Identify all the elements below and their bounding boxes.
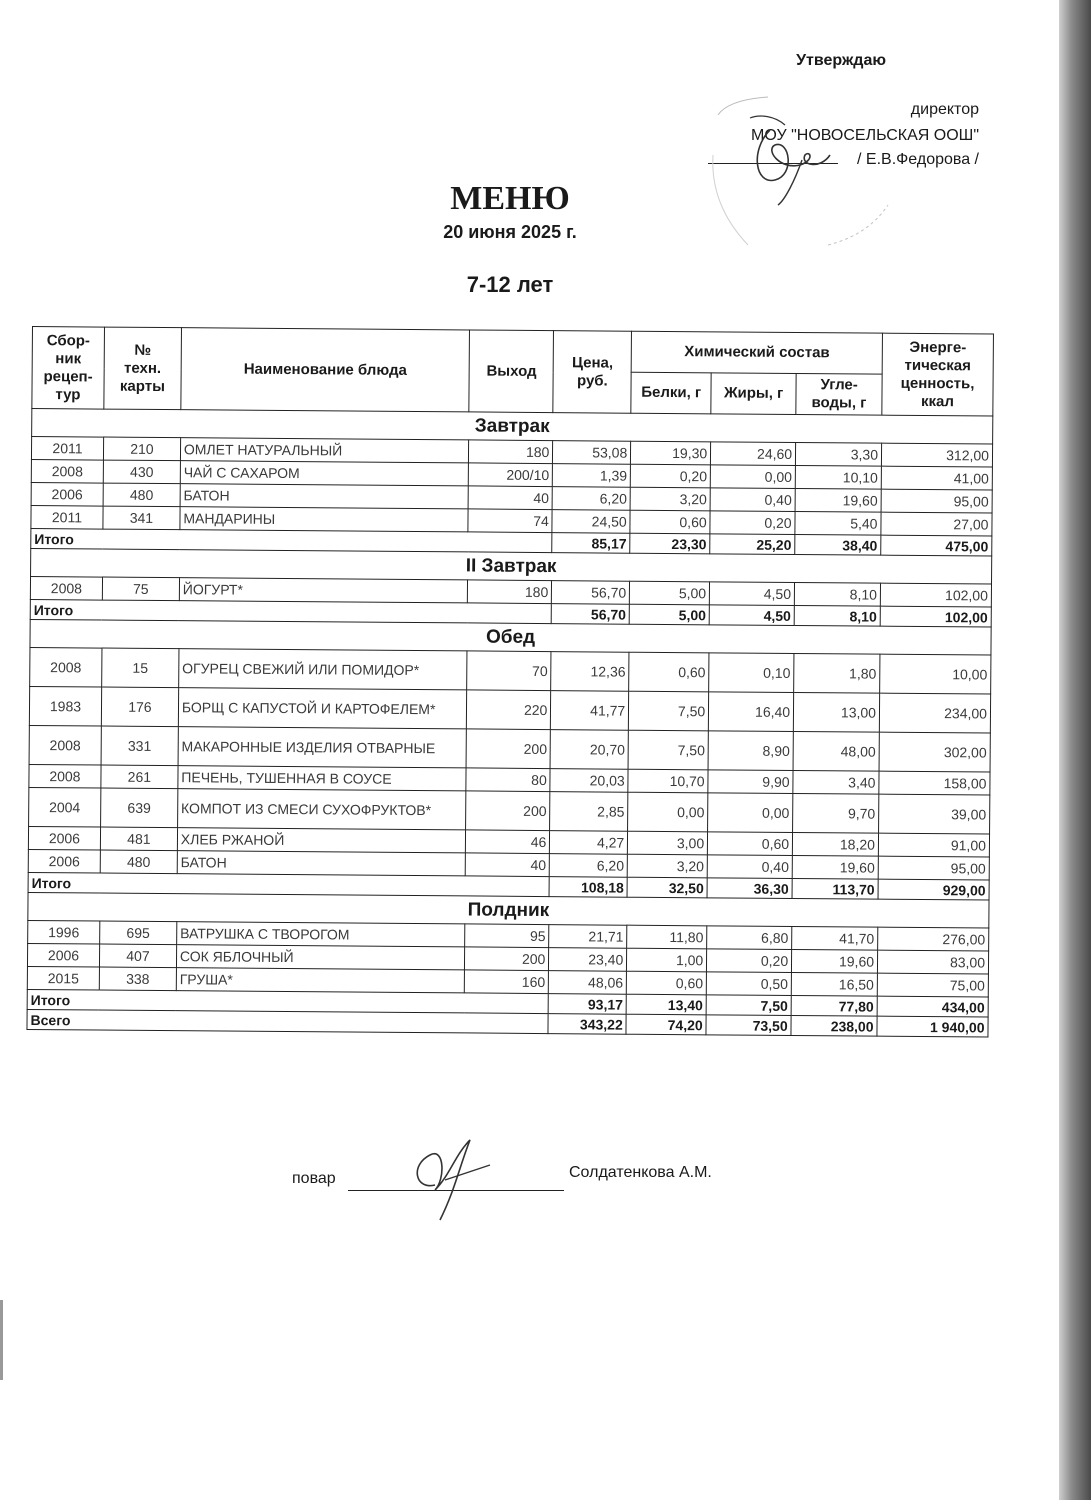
cell-energy: 276,00	[878, 927, 989, 951]
cell-fats: 0,00	[708, 793, 793, 833]
cook-position: повар	[292, 1170, 336, 1187]
approval-organization: МОУ "НОВОСЕЛЬСКАЯ ООШ"	[751, 127, 979, 144]
cell-name: ХЛЕБ РЖАНОЙ	[177, 828, 466, 853]
section-title: Обед	[30, 619, 991, 655]
cook-name: Солдатенкова А.М.	[569, 1164, 712, 1181]
approval-position: директор	[910, 101, 979, 118]
cell-proteins: 3,20	[627, 854, 707, 878]
cell-proteins: 0,60	[629, 652, 709, 692]
cell-proteins: 19,30	[631, 441, 711, 465]
cell-output: 74	[468, 509, 552, 533]
cell-price: 21,71	[549, 925, 627, 949]
cell-carbs: 10,10	[795, 466, 881, 490]
header-collection: Сбор- ник рецеп- тур	[32, 327, 105, 410]
section-total-proteins: 5,00	[629, 604, 709, 625]
cell-proteins: 0,60	[627, 971, 707, 995]
cell-name: КОМПОТ ИЗ СМЕСИ СУХОФРУКТОВ*	[177, 789, 466, 830]
cell-price: 48,06	[549, 971, 627, 995]
cell-name: БОРЩ С КАПУСТОЙ И КАРТОФЕЛЕМ*	[178, 688, 467, 729]
cell-fats: 16,40	[709, 692, 794, 732]
cell-output: 200	[465, 947, 549, 971]
section-total-label: Итого	[30, 599, 551, 623]
cell-collection: 2006	[28, 826, 100, 850]
cell-fats: 0,20	[707, 949, 792, 973]
cell-name: МАНДАРИНЫ	[180, 507, 469, 532]
cell-name: ЧАЙ С САХАРОМ	[180, 461, 469, 486]
cell-energy: 102,00	[880, 583, 991, 607]
cell-price: 20,70	[550, 730, 628, 770]
section-title: II Завтрак	[31, 548, 992, 584]
header-name: Наименование блюда	[181, 328, 470, 412]
cell-name: БАТОН	[180, 484, 469, 509]
header-chem: Химический состав	[631, 331, 882, 374]
cell-output: 46	[466, 830, 550, 854]
scan-mark	[0, 1300, 3, 1380]
cell-proteins: 1,00	[627, 948, 707, 972]
cell-collection: 1983	[29, 686, 101, 726]
cell-price: 23,40	[549, 948, 627, 972]
cell-price: 56,70	[552, 581, 630, 605]
cell-output: 40	[466, 853, 550, 877]
cell-price: 6,20	[552, 487, 630, 511]
age-group: 7-12 лет	[466, 272, 554, 297]
cell-carbs: 19,60	[795, 489, 881, 513]
section-total-label: Итого	[31, 528, 552, 552]
cell-collection: 2008	[31, 459, 103, 483]
cell-fats: 6,80	[707, 926, 792, 950]
cell-fats: 0,60	[708, 832, 793, 856]
grand-total-carbs: 238,00	[791, 1015, 877, 1036]
cell-carbs: 8,10	[794, 582, 880, 606]
cell-carbs: 18,20	[792, 832, 878, 856]
cell-output: 200/10	[469, 463, 553, 487]
section-total-fats: 7,50	[706, 995, 791, 1016]
cell-fats: 0,40	[707, 855, 792, 879]
grand-total-price: 343,22	[548, 1014, 626, 1035]
cell-card: 341	[103, 506, 180, 530]
cell-output: 220	[467, 690, 551, 730]
cell-proteins: 3,00	[628, 831, 708, 855]
cell-proteins: 11,80	[627, 925, 707, 949]
cell-fats: 4,50	[710, 582, 795, 606]
cell-output: 70	[467, 651, 551, 691]
grand-total-fats: 73,50	[706, 1015, 791, 1036]
section-total-proteins: 23,30	[630, 533, 710, 554]
cook-signature	[405, 1135, 495, 1225]
cell-collection: 2011	[31, 437, 103, 461]
cell-price: 53,08	[553, 441, 631, 465]
grand-total-energy: 1 940,00	[877, 1016, 988, 1037]
cell-proteins: 0,60	[630, 510, 710, 534]
cell-price: 41,77	[551, 691, 629, 731]
cell-card: 338	[99, 967, 176, 991]
cell-collection: 2008	[29, 764, 101, 788]
cell-price: 6,20	[550, 854, 628, 878]
header-proteins: Белки, г	[631, 372, 711, 414]
cell-card: 430	[103, 460, 180, 484]
cell-output: 95	[465, 924, 549, 948]
section-total-carbs: 38,40	[795, 534, 881, 555]
section-title: Полдник	[28, 892, 989, 928]
cell-fats: 0,00	[710, 465, 795, 489]
cell-card: 331	[101, 726, 178, 766]
cell-carbs: 9,70	[793, 793, 879, 833]
cell-card: 75	[102, 577, 179, 601]
cell-name: ОГУРЕЦ СВЕЖИЙ ИЛИ ПОМИДОР*	[179, 649, 468, 690]
cell-card: 261	[101, 765, 178, 789]
header-card: № техн. карты	[104, 327, 182, 410]
cell-carbs: 3,30	[796, 443, 882, 467]
cell-energy: 95,00	[881, 489, 992, 513]
cell-name: БАТОН	[177, 851, 466, 876]
cell-proteins: 7,50	[629, 691, 709, 731]
cell-collection: 2011	[31, 505, 103, 529]
cell-fats: 0,10	[709, 653, 794, 693]
cell-card: 481	[100, 827, 177, 851]
cell-collection: 2004	[29, 787, 101, 827]
section-total-fats: 36,30	[707, 878, 792, 899]
section-total-carbs: 8,10	[794, 605, 880, 626]
cell-name: ОМЛЕТ НАТУРАЛЬНЫЙ	[180, 438, 469, 463]
cell-output: 200	[466, 729, 550, 769]
header-fats: Жиры, г	[711, 373, 796, 415]
cell-name: ГРУША*	[176, 968, 465, 993]
section-total-fats: 25,20	[710, 534, 795, 555]
header-output: Выход	[469, 330, 554, 413]
cell-carbs: 19,60	[792, 855, 878, 879]
cell-collection: 2006	[28, 849, 100, 873]
cell-energy: 302,00	[879, 732, 990, 772]
cell-proteins: 5,00	[630, 581, 710, 605]
approval-signer: / Е.В.Федорова /	[857, 151, 979, 168]
approval-heading: Утверждаю	[796, 52, 886, 69]
section-total-price: 85,17	[552, 533, 630, 554]
grand-total-proteins: 74,20	[626, 1014, 706, 1035]
cell-carbs: 19,60	[792, 949, 878, 973]
cell-proteins: 7,50	[628, 730, 708, 770]
cell-collection: 2008	[30, 576, 102, 600]
cell-proteins: 0,00	[628, 792, 708, 832]
cell-energy: 95,00	[878, 856, 989, 880]
cell-fats: 9,90	[708, 770, 793, 794]
section-total-carbs: 113,70	[792, 878, 878, 899]
section-total-energy: 434,00	[877, 996, 988, 1017]
cell-energy: 41,00	[881, 466, 992, 490]
section-total-proteins: 13,40	[626, 994, 706, 1015]
cell-energy: 10,00	[880, 654, 991, 694]
cell-card: 210	[103, 437, 180, 461]
menu-date: 20 июня 2025 г.	[443, 222, 577, 242]
cell-proteins: 3,20	[630, 487, 710, 511]
cell-energy: 27,00	[881, 512, 992, 536]
cell-fats: 0,40	[710, 488, 795, 512]
cell-carbs: 3,40	[793, 770, 879, 794]
page-title: МЕНЮ	[450, 180, 570, 217]
cell-energy: 312,00	[881, 443, 992, 467]
cell-energy: 83,00	[877, 950, 988, 974]
cell-energy: 158,00	[879, 771, 990, 795]
cell-carbs: 16,50	[791, 972, 877, 996]
scan-edge-shadow	[1059, 0, 1091, 1500]
cell-name: СОК ЯБЛОЧНЫЙ	[176, 945, 465, 970]
cell-energy: 39,00	[879, 794, 990, 834]
cell-energy: 75,00	[877, 973, 988, 997]
section-total-energy: 929,00	[878, 879, 989, 900]
cell-output: 80	[466, 768, 550, 792]
cell-collection: 2015	[27, 966, 99, 990]
menu-body	[27, 409, 993, 1038]
cell-price: 20,03	[550, 769, 628, 793]
cell-output: 200	[466, 791, 550, 831]
section-total-energy: 102,00	[880, 606, 991, 627]
section-title: Завтрак	[32, 409, 993, 445]
section-total-fats: 4,50	[709, 605, 794, 626]
cell-name: ВАТРУШКА С ТВОРОГОМ	[177, 922, 466, 947]
cell-carbs: 41,70	[792, 926, 878, 950]
cell-carbs: 48,00	[793, 731, 879, 771]
section-total-price: 93,17	[548, 994, 626, 1015]
cell-card: 480	[100, 850, 177, 874]
section-total-label: Итого	[28, 872, 549, 896]
header-carbs: Угле- воды, г	[796, 374, 882, 416]
cell-card: 695	[100, 921, 177, 945]
cell-price: 24,50	[552, 510, 630, 534]
cell-name: ПЕЧЕНЬ, ТУШЕННАЯ В СОУСЕ	[178, 766, 467, 791]
cell-collection: 1996	[28, 920, 100, 944]
section-total-carbs: 77,80	[791, 995, 877, 1016]
cell-card: 15	[102, 648, 179, 688]
cell-output: 180	[469, 440, 553, 464]
cell-collection: 2008	[30, 647, 102, 687]
cell-card: 480	[103, 483, 180, 507]
cell-carbs: 13,00	[793, 692, 879, 732]
cell-collection: 2006	[31, 482, 103, 506]
section-total-price: 108,18	[549, 877, 627, 898]
cell-energy: 234,00	[879, 693, 990, 733]
cell-energy: 91,00	[878, 833, 989, 857]
cell-name: ЙОГУРТ*	[179, 578, 468, 603]
cell-name: МАКАРОННЫЕ ИЗДЕЛИЯ ОТВАРНЫЕ	[178, 727, 467, 768]
grand-total-label: Всего	[27, 1009, 548, 1033]
header-price: Цена, руб.	[553, 331, 632, 414]
section-total-energy: 475,00	[881, 535, 992, 556]
cell-card: 176	[101, 687, 178, 727]
cell-fats: 8,90	[708, 731, 793, 771]
cell-output: 40	[468, 486, 552, 510]
cell-fats: 24,60	[711, 442, 796, 466]
cell-carbs: 5,40	[795, 511, 881, 535]
section-total-label: Итого	[27, 989, 548, 1013]
cell-carbs: 1,80	[794, 653, 880, 693]
section-total-price: 56,70	[552, 604, 630, 625]
cell-proteins: 0,20	[631, 464, 711, 488]
cell-fats: 0,20	[710, 511, 795, 535]
header-energy: Энерге- тическая ценность, ккал	[882, 333, 994, 416]
cell-proteins: 10,70	[628, 769, 708, 793]
cell-price: 4,27	[550, 831, 628, 855]
menu-table	[26, 326, 993, 1038]
cell-price: 1,39	[553, 464, 631, 488]
cell-collection: 2008	[29, 725, 101, 765]
cell-output: 160	[465, 970, 549, 994]
cell-card: 407	[99, 944, 176, 968]
cell-price: 2,85	[550, 792, 628, 832]
section-total-proteins: 32,50	[627, 877, 707, 898]
cell-card: 639	[101, 788, 178, 828]
cell-price: 12,36	[551, 652, 629, 692]
cell-fats: 0,50	[706, 972, 791, 996]
cell-output: 180	[468, 580, 552, 604]
cell-collection: 2006	[27, 943, 99, 967]
